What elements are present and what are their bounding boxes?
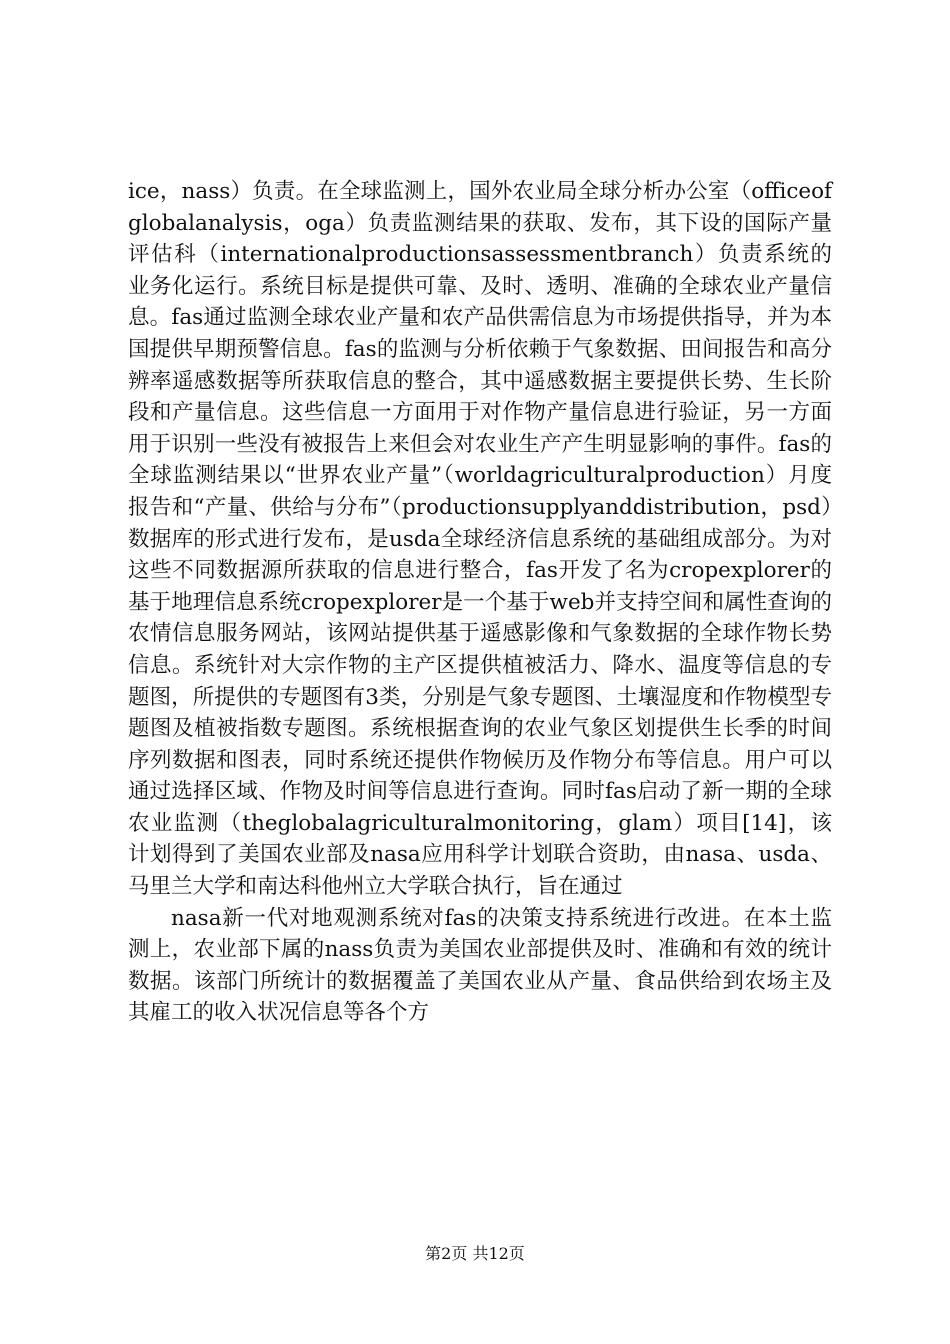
document-body [128,176,832,1029]
body-paragraph-2: nasa新一代对地观测系统对fas的决策支持系统进行改进。在本土监测上，农业部下属的nass负责为美国农业部提供及时、准确和有效的统计数据。该部门所统计的数据覆盖了美国农业从产量、食品供给到农场主及其雇工的收入状况信息等各个方 [128,905,832,1026]
page-footer: 第2页 共12页 [425,1244,525,1263]
body-paragraph-1: ice，nass）负责。在全球监测上，国外农业局全球分析办公室（officeofglobalanalysis，oga）负责监测结果的获取、发布，其下设的国际产量评估科（internationalproductionsassessmentbranch）负责系统的业务化运行。系统目标是提供可靠、及时、透明、准确的全球农业产量信息。fas通过监测全球农业产量和农产品供需信息为市场提供指导，并为本国提供早期预警信息。fas的监测与分析依赖于气象数据、田间报告和高分辨率遥感数据等所获取信息的整合，其中遥感数据主要提供长势、生长阶段和产量信息。这些信息一方面用于对作物产量信息进行验证，另一方面用于识别一些没有被报告上来但会对农业生产产生明显影响的事件。fas的全球监测结果以“世界农业产量”（worldagriculturalproduction）月度报告和“产量、供给与分布”（productionsupplyanddistribution，psd）数据库的形式进行发布，是usda全球经济信息系统的基础组成部分。为对这些不同数据源所获取的信息进行整合，fas开发了名为cropexplorer的基于地理信息系统cropexplorer是一个基于web并支持空间和属性查询的农情信息服务网站，该网站提供基于遥感影像和气象数据的全球作物长势信息。系统针对大宗作物的主产区提供植被活力、降水、温度等信息的专题图，所提供的专题图有3类，分别是气象专题图、土壤湿度和作物模型专题图及植被指数专题图。系统根据查询的农业气象区划提供生长季的时间序列数据和图表，同时系统还提供作物候历及作物分布等信息。用户可以通过选择区域、作物及时间等信息进行查询。同时fas启动了新一期的全球农业监测（theglobalagriculturalmonitoring，glam）项目[14]，该计划得到了美国农业部及nasa应用科学计划联合资助，由nasa、usda、马里兰大学和南达科他州立大学联合执行，旨在通过 [128,179,832,900]
